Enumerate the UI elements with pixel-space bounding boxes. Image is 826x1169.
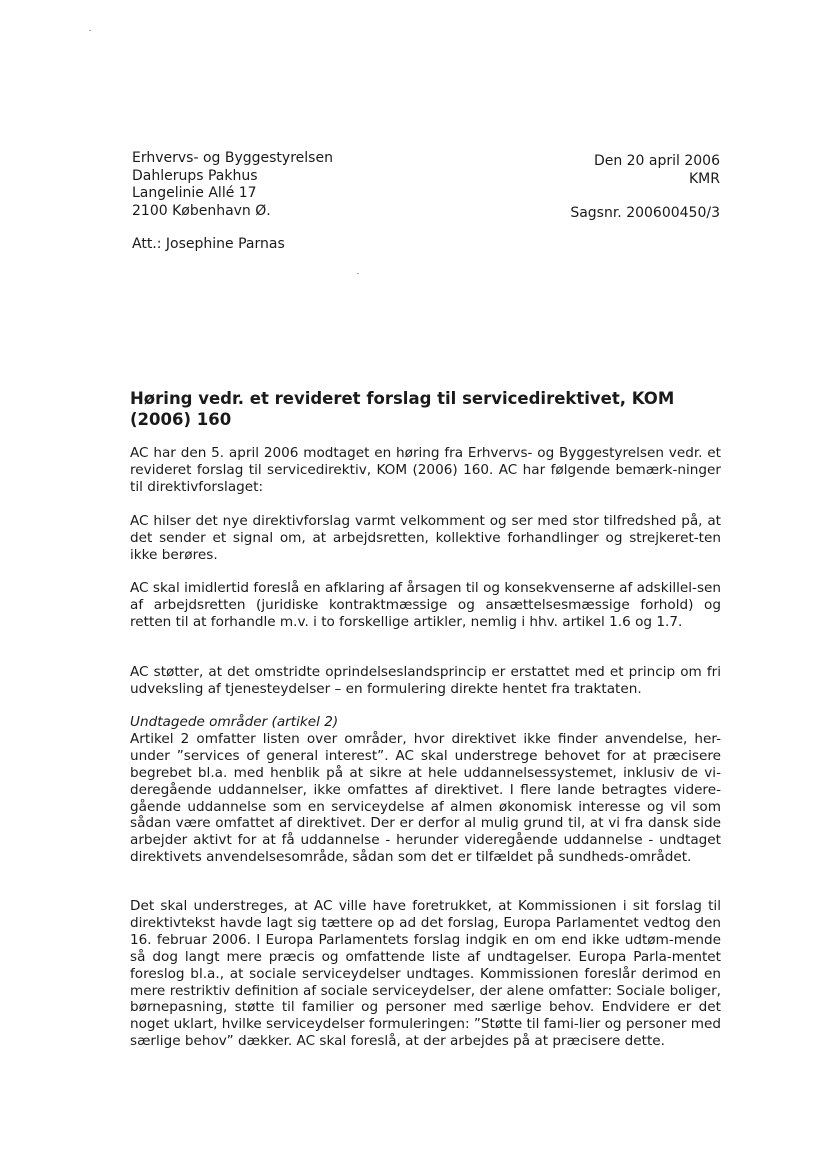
paragraph-text: Det skal understreges, at AC ville have foretrukket, at Kommissionen i sit forslag til direktivtekst havde lagt sig tættere op ad det forslag, Europa Parlamentet vedtog den 16. februar 2006. I Europa Parlamentets forslag indgik en om end ikke udtøm-mende så dog langt mere præcis og omfattende liste af undtagelser. Europa Parla-mentet foreslog bl.a., at sociale serviceydelser undtages. Kommissionen foreslår derimod en mere restriktiv definition af sociale serviceydelser, der alene omfatter: Sociale boliger, børnepasning, støtte til familier og personer med særlige behov. Endvidere er det noget uklart, hvilke serviceydelser formuleringen: ”Støtte til fami-lier og personer med særlige behov” dækker. AC skal foreslå, at der arbejdes på at præcisere dette.	[130, 898, 721, 1050]
address-line: 2100 København Ø.	[132, 202, 271, 219]
letter-date: Den 20 april 2006	[593, 153, 720, 169]
paragraph-text: Artikel 2 omfatter listen over områder, hvor direktivet ikke finder anvendelse, her-under ”services of general interest”. AC skal understrege behovet for at præcisere begrebet bl.a. med henblik på at sikre at hele uddannelsessystemet, inklusiv de vi-deregående uddannelser, ikke omfattes af direktivet. I flere lande betragtes videre-gående uddannelse som en serviceydelse af almen økonomisk interesse og vil som sådan være omfattet af direktivet. Der er derfor al mulig grund til, at vi fra dansk side arbejder aktivt for at få uddannelse - herunder videregående uddannelse - undtaget direktivets anvendelsesområde, sådan som det er tilfældet på sundheds-området.	[130, 730, 721, 866]
body-paragraph-2	[130, 513, 721, 564]
body-paragraph-4	[130, 664, 721, 698]
case-number: Sagsnr. 200600450/3	[570, 205, 720, 221]
paragraph-text: AC skal imidlertid foreslå en afklaring af årsagen til og konsekvenserne af adskillel-sen af arbejdsretten (juridiske kontraktmæssige og ansættelsesmæssige forhold) og retten til at forhandle m.v. i to forskellige artikler, nemlig i hhv. artikel 1.6 og 1.7.	[130, 580, 721, 630]
body-paragraph-1	[130, 445, 721, 496]
section-heading: Undtagede områder (artikel 2)	[130, 714, 339, 730]
attention-line: Att.: Josephine Parnas	[132, 236, 285, 252]
address-line: Langelinie Allé 17	[132, 185, 257, 201]
paragraph-text: AC støtter, at det omstridte oprindelseslandsprincip er erstattet med et princip om fri udveksling af tjenesteydelser – en formulering direkte hentet fra traktaten.	[130, 664, 721, 697]
letter-title: Høring vedr. et revideret forslag til servicedirektivet, KOM (2006) 160	[130, 389, 675, 429]
recipient-address-block	[132, 150, 333, 220]
body-paragraph-6	[130, 898, 721, 1050]
body-paragraph-3	[130, 580, 721, 631]
address-line: Erhvervs- og Byggestyrelsen	[132, 150, 333, 166]
scan-speck	[89, 30, 91, 31]
letter-initials: KMR	[689, 170, 720, 187]
letter-meta-block	[570, 153, 720, 223]
address-line: Dahlerups Pakhus	[132, 167, 258, 184]
scan-speck	[357, 273, 359, 274]
paragraph-text: AC har den 5. april 2006 modtaget en høring fra Erhvervs- og Byggestyrelsen vedr. et revideret forslag til servicedirektiv, KOM (2006) 160. AC har følgende bemærk-ninger til direktivforslaget:	[130, 445, 721, 495]
section-undtagede-omraader	[130, 714, 721, 866]
paragraph-text: AC hilser det nye direktivforslag varmt velkomment og ser med stor tilfredshed på, at det sender et signal om, at arbejdsretten, kollektive forhandlinger og strejkeret-ten ikke berøres.	[130, 513, 721, 563]
